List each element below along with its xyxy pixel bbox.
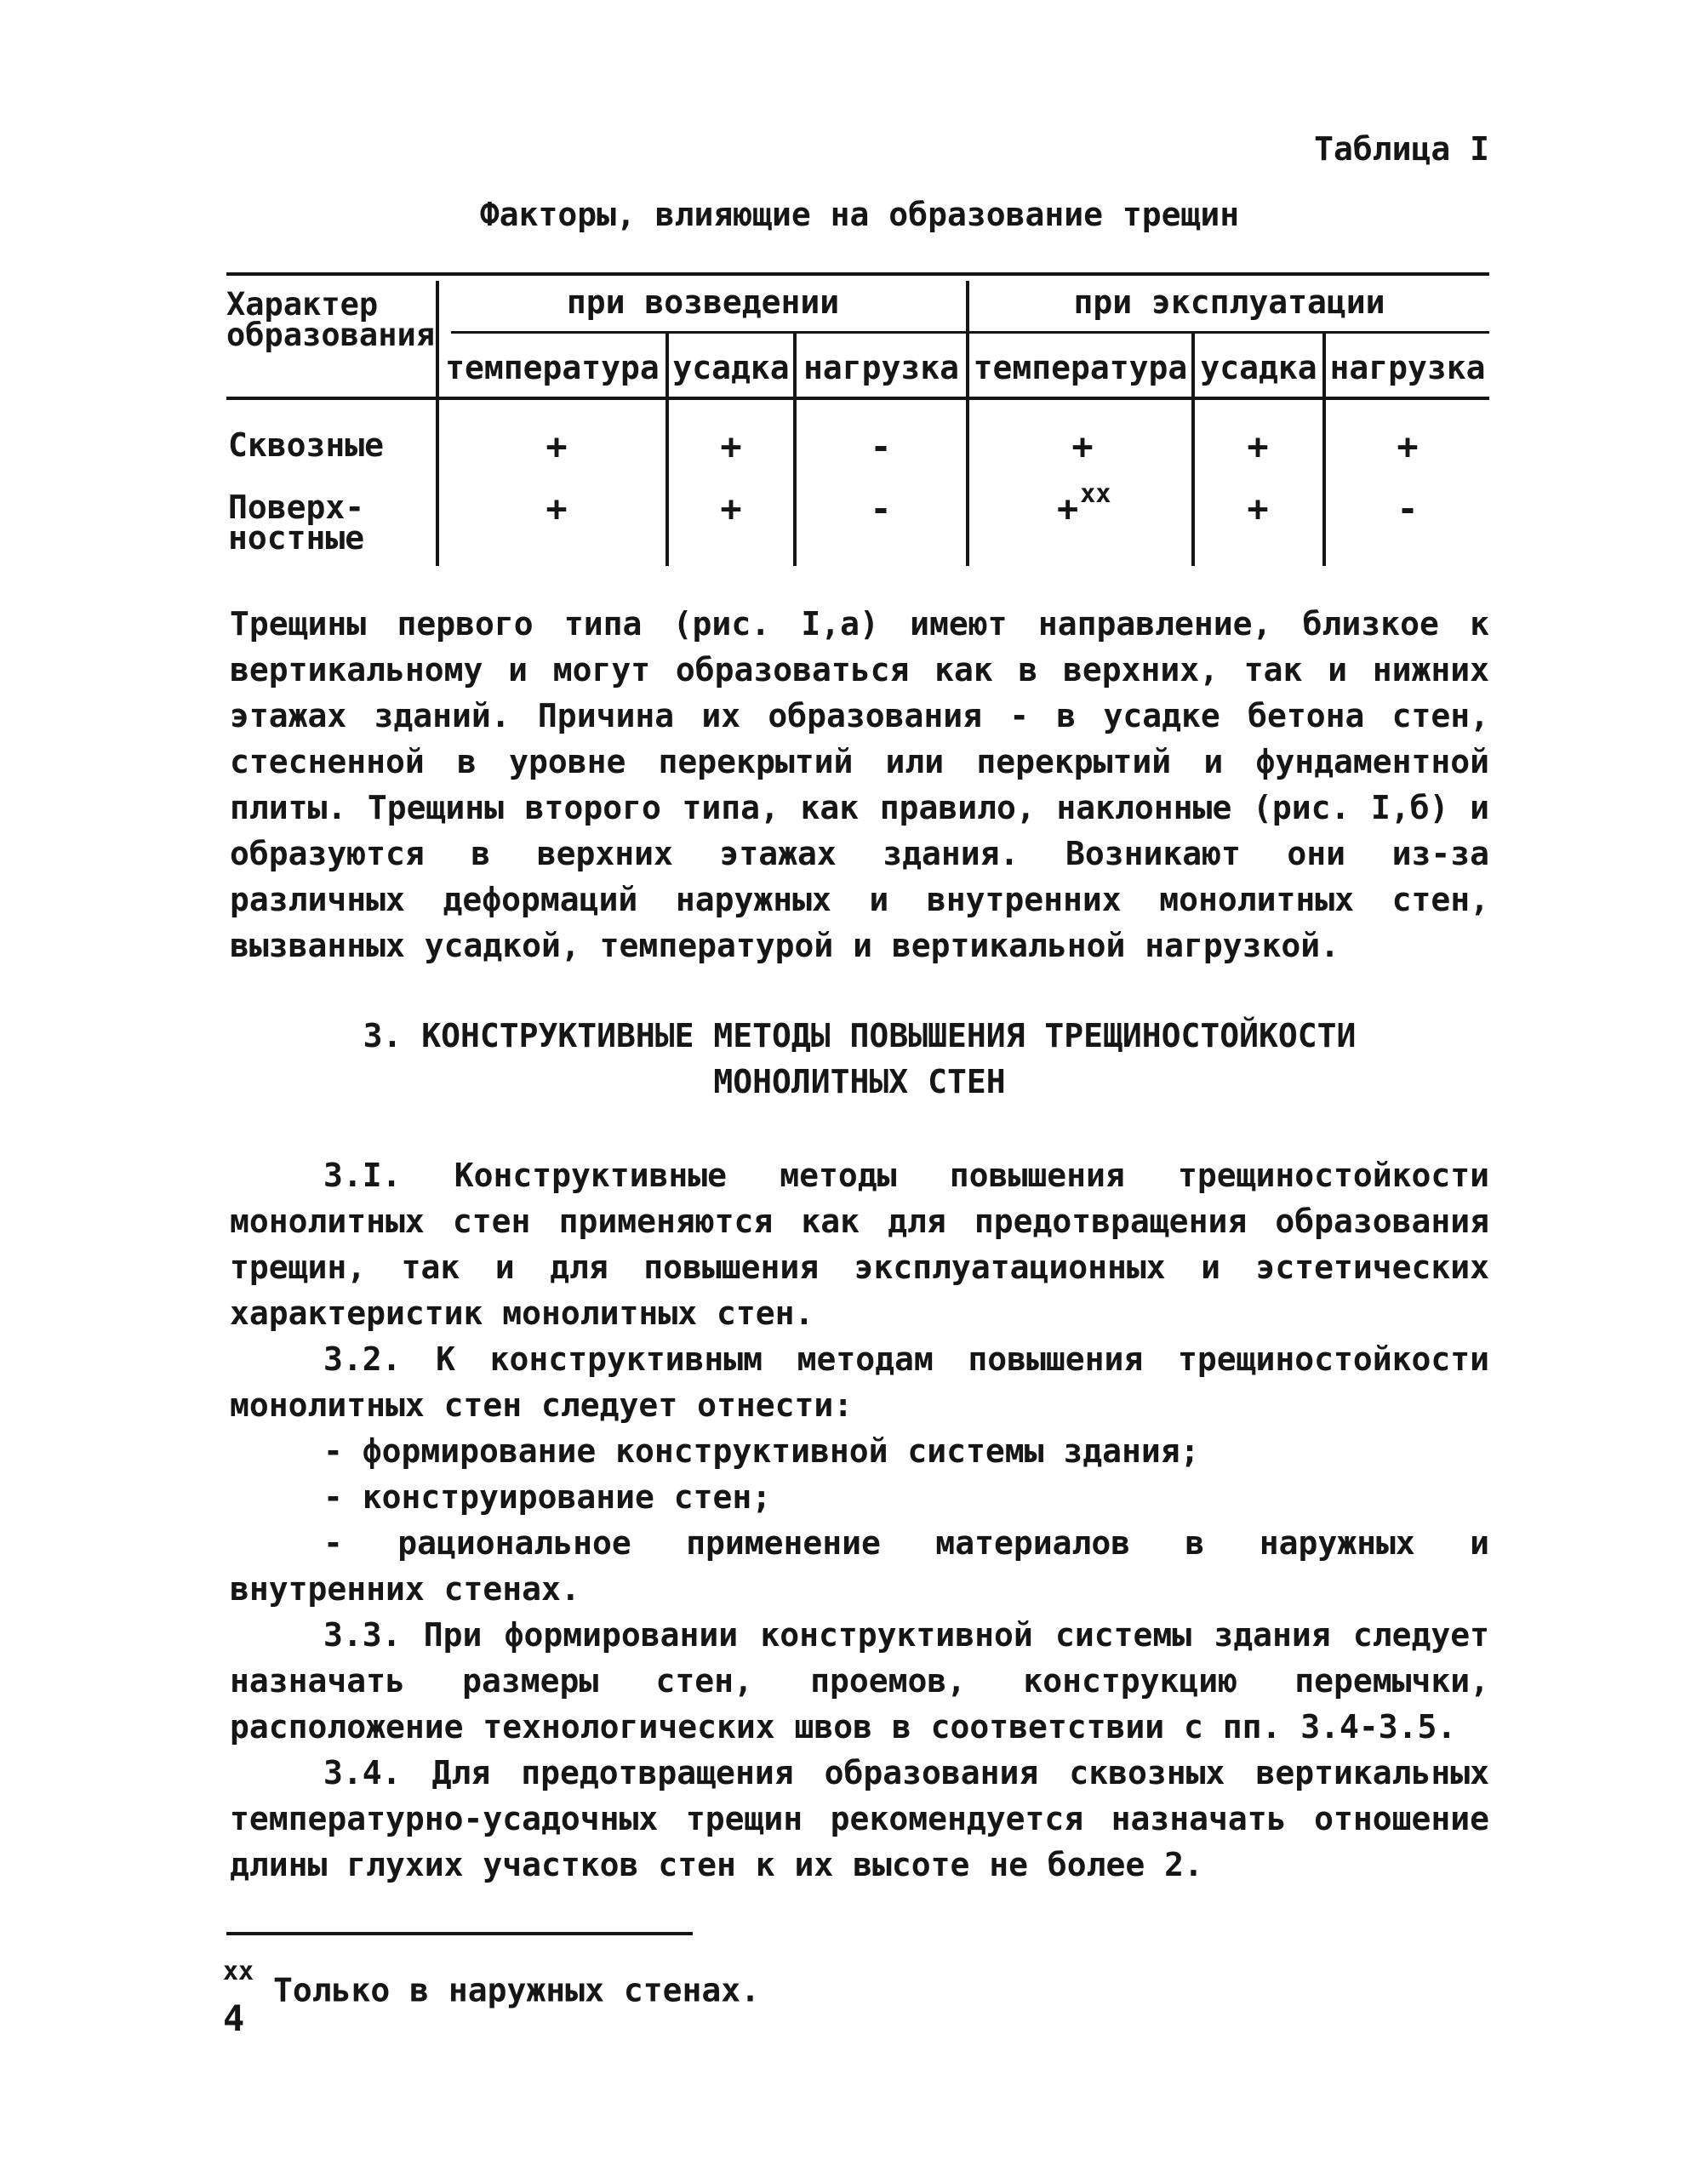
table-col-rule — [436, 281, 439, 566]
table-cell: - — [1397, 488, 1419, 529]
list-item: - формирование конструктивной системы здания; — [323, 1432, 1200, 1470]
group-header-construction: при возведении — [566, 283, 840, 321]
table-cell: + — [720, 488, 742, 529]
table-cell: + — [1247, 426, 1269, 467]
list-item: - рациональное применение материалов в наружных и внутренних стенах. — [230, 1524, 1489, 1608]
table-cell-with-footnote — [1057, 479, 1111, 530]
table-cell: + — [1247, 488, 1269, 529]
table-group-rule — [451, 331, 1489, 334]
subheader-temperature: температура — [973, 349, 1188, 386]
table-col-rule — [966, 281, 969, 566]
table-cell: + — [546, 426, 568, 467]
table-title: Факторы, влияющие на образование трещин — [479, 196, 1240, 233]
paragraph-3-1: 3.I. Конструктивные методы повышения трещиностойкости монолитных стен применяются как для предотвращения образования трещин, так и для повышения эксплуатационных и эстетических характеристик монолитных стен. — [230, 1157, 1489, 1332]
table-cell: - — [870, 488, 892, 529]
cracks-description — [230, 601, 1489, 969]
section-heading-line1: 3. КОНСТРУКТИВНЫЕ МЕТОДЫ ПОВЫШЕНИЯ ТРЕЩИНОСТОЙКОСТИ — [363, 1017, 1357, 1054]
table-header-rule — [226, 397, 1489, 400]
footnote-mark: xx — [223, 1957, 254, 1986]
footnote-ref: xx — [1080, 479, 1111, 509]
section-heading-line2: МОНОЛИТНЫХ СТЕН — [713, 1063, 1006, 1100]
table-cell: + — [546, 488, 568, 529]
footnote-text: Только в наружных стенах. — [273, 1971, 760, 2009]
subheader-load: нагрузка — [1329, 349, 1486, 386]
section-body — [230, 1152, 1489, 1888]
table-cell: + — [720, 426, 742, 467]
footnote — [223, 1959, 760, 2014]
subheader-shrinkage: усадка — [672, 349, 790, 386]
list-item: - конструирование стен; — [323, 1478, 772, 1516]
paragraph-3-4: 3.4. Для предотвращения образования сквозных вертикальных температурно-усадочных трещин рекомендуется назначать отношение длины глухих участков стен к их высоте не более 2. — [230, 1754, 1489, 1883]
subheader-shrinkage: усадка — [1200, 349, 1317, 386]
cell-value: + — [1057, 488, 1079, 529]
table-caption: Таблица I — [1314, 130, 1489, 168]
table-cell: + — [1397, 426, 1419, 467]
page-number: 4 — [223, 1997, 245, 2039]
table-cell: - — [870, 426, 892, 467]
footnote-separator — [226, 1932, 693, 1935]
group-header-operation: при эксплуатации — [1073, 283, 1385, 321]
table-cell: + — [1071, 426, 1094, 467]
table-row-label: Сквозные — [228, 426, 385, 464]
paragraph-3-3: 3.3. При формировании конструктивной системы здания следует назначать размеры стен, проемов, конструкцию перемычки, расположение технологических швов в соответствии с пп. 3.4-3.5. — [230, 1616, 1489, 1746]
subheader-load: нагрузка — [803, 349, 960, 386]
table-top-rule — [226, 272, 1489, 276]
table-row-label: Поверх- ностные — [228, 489, 365, 557]
subheader-temperature: температура — [445, 349, 660, 386]
paragraph-text: Трещины первого типа (рис. I,а) имеют направление, близкое к вертикальному и могут образоваться как в верхних, так и нижних этажах зданий. Причина их образования - в усадке бетона стен, стесненной в уровне перекрытий или перекрытий и фундаментной плиты. Трещины второго типа, как правило, наклонные (рис. I,б) и образуются в верхних этажах здания. Возникают они из-за различных деформаций наружных и внутренних монолитных стен, вызванных усадкой, температурой и вертикальной нагрузкой. — [230, 605, 1489, 964]
paragraph-3-2: 3.2. К конструктивным методам повышения трещиностойкости монолитных стен следует отнести: — [230, 1340, 1489, 1424]
header-row-label: Характер образования — [226, 286, 436, 353]
